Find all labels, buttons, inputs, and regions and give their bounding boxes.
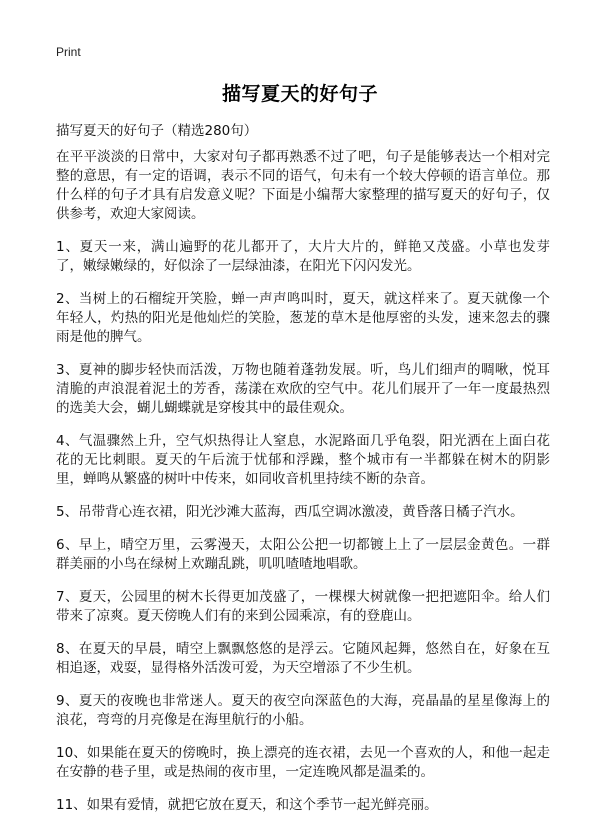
- intro-paragraph: 在平平淡淡的日常中，大家对句子都再熟悉不过了吧，句子是能够表达一个相对完整的意思，有一定的语调，表示不同的语气，句未有一个较大停顿的语言单位。那什么样的句子才具有启发意义呢？下面是小编帮大家整理的描写夏天的好句子，仅供参考，欢迎大家阅读。: [56, 149, 550, 222]
- page-title: 描写夏天的好句子: [221, 83, 378, 105]
- sentence-paragraph: 10、如果能在夏天的傍晚时，换上漂亮的连衣裙，去见一个喜欢的人，和他一起走在安静的巷子里，或是热闹的夜市里，一定连晚风都是温柔的。: [56, 745, 550, 780]
- sentence-paragraph: 1、夏天一来，满山遍野的花儿都开了，大片大片的，鲜艳又茂盛。小草也发芽了，嫩绿嫩绿的，好似涂了一层绿油漆，在阳光下闪闪发光。: [56, 239, 550, 274]
- sentence-paragraph: 9、夏天的夜晚也非常迷人。夏天的夜空向深蓝色的大海，亮晶晶的星星像海上的浪花，弯弯的月亮像是在海里航行的小船。: [56, 693, 550, 728]
- sentence-paragraph: 8、在夏天的早晨，晴空上飘飘悠悠的是浮云。它随风起舞，悠然自在，好象在互相追逐，戏耍，显得格外活泼可爱，为天空增添了不少生机。: [56, 641, 550, 676]
- sentence-paragraph: 3、夏神的脚步轻快而活泼，万物也随着蓬勃发展。听，鸟儿们细声的啁啾，悦耳清脆的声浪混着泥土的芳香，荡漾在欢欣的空气中。花儿们展开了一年一度最热烈的选美大会，蝴儿蝴蝶就是穿梭其中的最佳观众。: [56, 362, 550, 416]
- sentence-paragraph: 4、气温骤然上升，空气炽热得让人窒息，水泥路面几乎龟裂，阳光洒在上面白花花的无比刺眼。夏天的午后流于忧郁和浮躁，整个城市有一半都躲在树木的阴影里，蝉鸣从繁盛的树叶中传来，如同收音机里持续不断的杂音。: [56, 433, 550, 487]
- sentence-paragraph: 7、夏天，公园里的树木长得更加茂盛了，一棵棵大树就像一把把遮阳伞。给人们带来了凉爽。夏天傍晚人们有的来到公园乘凉，有的登鹿山。: [56, 589, 550, 624]
- print-link[interactable]: Print: [56, 45, 81, 59]
- sentence-paragraph: 11、如果有爱情，就把它放在夏天，和这个季节一起光鲜亮丽。: [56, 797, 438, 813]
- sentence-paragraph: 6、早上，晴空万里，云雾漫天，太阳公公把一切都镀上上了一层层金黄色。一群群美丽的小鸟在绿树上欢蹦乱跳，叽叽喳喳地唱歌。: [56, 537, 550, 572]
- sentence-paragraph: 5、吊带背心连衣裙，阳光沙滩大蓝海，西瓜空调冰激凌，黄昏落日橘子汽水。: [56, 504, 524, 520]
- sentence-paragraph: 2、当树上的石榴绽开笑脸，蝉一声声鸣叫时，夏天，就这样来了。夏天就像一个年轻人，灼热的阳光是他灿烂的笑脸，葱茏的草木是他厚密的头发，速来忽去的骤雨是他的脾气。: [56, 291, 550, 345]
- article-body: [56, 148, 550, 829]
- page-subtitle: 描写夏天的好句子（精选280句）: [56, 123, 258, 139]
